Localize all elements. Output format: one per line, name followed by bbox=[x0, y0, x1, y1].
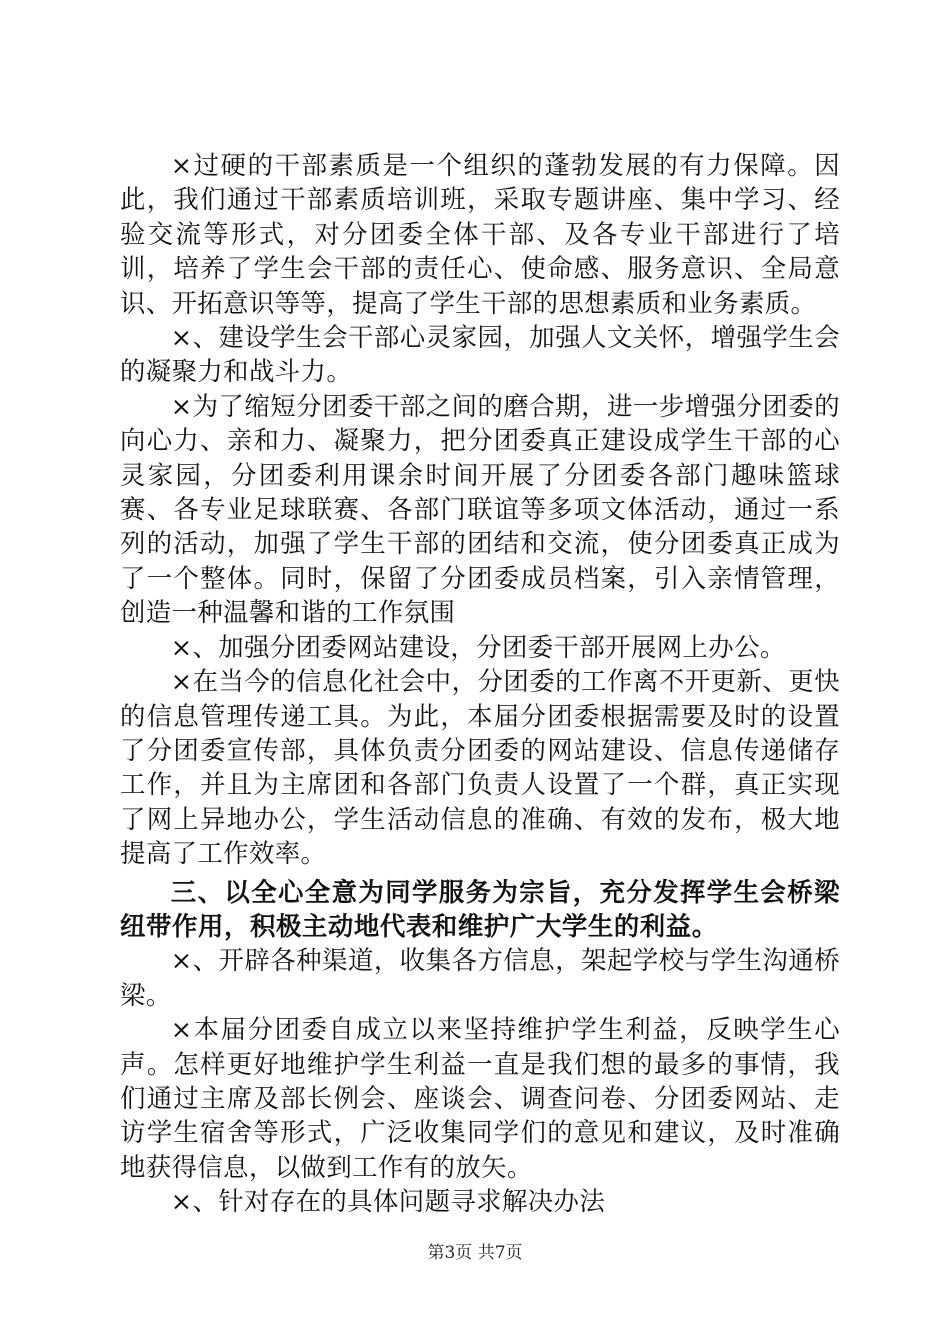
page-footer: 第3页 共7页 bbox=[427, 1243, 523, 1263]
paragraph-solutions-heading: ×、针对存在的具体问题寻求解决办法 bbox=[170, 1186, 606, 1217]
paragraph-website: ×在当今的信息化社会中，分团委的工作离不开更新、更快的信息管理传递工具。为此，本届分团委根据需要及时的设置了分团委宣传部，具体负责分团委的网站建设、信息传递储存工作，并且为主席团和各部门负责人设置了一个群，真正实现了网上异地办公，学生活动信息的准确、有效的发布，极大地提高了工作效率。 bbox=[120, 666, 840, 869]
paragraph-spiritual-home-heading: ×、建设学生会干部心灵家园，加强人文关怀，增强学生会的凝聚力和战斗力。 bbox=[120, 322, 840, 387]
paragraph-cadre-quality: ×过硬的干部素质是一个组织的蓬勃发展的有力保障。因此，我们通过干部素质培训班，采取专题讲座、集中学习、经验交流等形式，对分团委全体干部、及各专业干部进行了培训，培养了学生会干部的责任心、使命感、服务意识、全局意识、开拓意识等等，提高了学生干部的思想素质和业务素质。 bbox=[120, 150, 840, 318]
paragraph-channels: ×本届分团委自成立以来坚持维护学生利益，反映学生心声。怎样更好地维护学生利益一直是我们想的最多的事情，我们通过主席及部长例会、座谈会、调查问卷、分团委网站、走访学生宿舍等形式，广泛收集同学们的意见和建议，及时准确地获得信息，以做到工作有的放矢。 bbox=[120, 1014, 840, 1182]
paragraph-website-heading: ×、加强分团委网站建设，分团委干部开展网上办公。 bbox=[170, 631, 786, 662]
section-heading-three: 三、以全心全意为同学服务为宗旨，充分发挥学生会桥梁纽带作用，积极主动地代表和维护广大学生的利益。 bbox=[120, 876, 840, 941]
document-body bbox=[120, 148, 840, 1219]
paragraph-spiritual-home: ×为了缩短分团委干部之间的磨合期，进一步增强分团委的向心力、亲和力、凝聚力，把分团委真正建设成学生干部的心灵家园，分团委利用课余时间开展了分团委各部门趣味篮球赛、各专业足球联赛、各部门联谊等多项文体活动，通过一系列的活动，加强了学生干部的团结和交流，使分团委真正成为了一个整体。同时，保留了分团委成员档案，引入亲情管理，创造一种温馨和谐的工作氛围 bbox=[120, 390, 840, 628]
paragraph-channels-heading: ×、开辟各种渠道，收集各方信息，架起学校与学生沟通桥梁。 bbox=[120, 945, 840, 1010]
